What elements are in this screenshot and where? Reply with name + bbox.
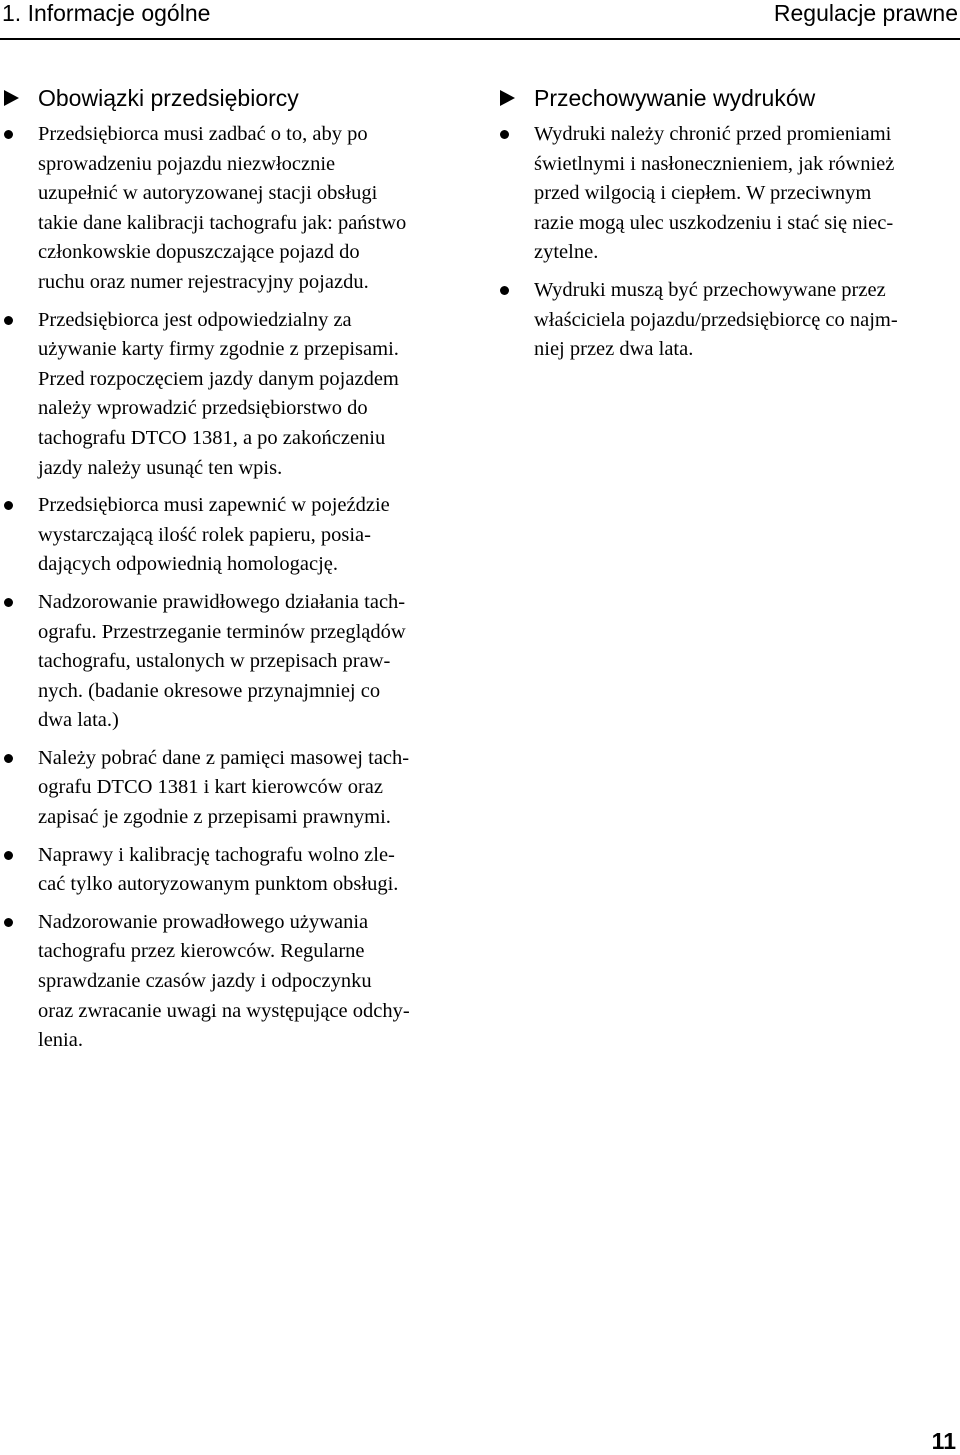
list-item xyxy=(4,841,474,900)
text-line: tachografu DTCO 1381, a po zakończeniu xyxy=(38,426,386,449)
chapter-title: 1. Informacje ogólne xyxy=(2,0,211,26)
bullet-icon xyxy=(4,851,13,860)
text-line: Nadzorowanie prawidłowego działania tach- xyxy=(38,590,406,613)
obligations-list xyxy=(4,120,474,1056)
text-line: lenia. xyxy=(38,1029,83,1052)
text-line: Przedsiębiorca musi zadbać o to, aby po xyxy=(38,123,368,145)
text-line: ruchu oraz numer rejestracyjny pojazdu. xyxy=(38,270,369,293)
text-line: Wydruki należy chronić przed promieniami xyxy=(534,123,892,145)
text-line: wystarczającą ilość rolek papieru, posia- xyxy=(38,523,371,546)
text-line: jazdy należy usunąć ten wpis. xyxy=(38,456,283,479)
text-line: Naprawy i kalibrację tachografu wolno zle- xyxy=(38,843,395,866)
text-line: członkowskie dopuszczające pojazd do xyxy=(38,241,360,264)
list-item xyxy=(4,744,474,833)
bullet-icon xyxy=(4,754,13,763)
bullet-icon xyxy=(4,316,13,325)
list-item xyxy=(500,120,958,268)
section-heading-text: Przechowywanie wydruków xyxy=(534,85,816,111)
bullet-icon xyxy=(500,286,509,295)
bullet-icon xyxy=(4,598,13,607)
text-line: świetlnymi i nasłonecznieniem, jak również xyxy=(534,152,895,175)
text-line: razie mogą ulec uszkodzeniu i stać się niec- xyxy=(534,211,894,234)
section-heading-printouts xyxy=(500,84,958,112)
text-line: Przedsiębiorca musi zapewnić w pojeździe xyxy=(38,494,390,517)
text-line: cać tylko autoryzowanym punktom obsługi. xyxy=(38,873,399,896)
text-line: Przed rozpoczęciem jazdy danym pojazdem xyxy=(38,367,399,390)
text-line: Nadzorowanie prowadłowego używania xyxy=(38,910,369,933)
section-heading-text: Obowiązki przedsiębiorcy xyxy=(38,85,299,111)
text-line: zytelne. xyxy=(534,241,599,264)
text-line: dających odpowiednią homologację. xyxy=(38,553,338,576)
page-number: 11 xyxy=(931,1428,956,1454)
text-line: dwa lata.) xyxy=(38,709,119,732)
list-item xyxy=(4,588,474,736)
text-line: niej przez dwa lata. xyxy=(534,338,694,361)
text-line: sprowadzeniu pojazdu niezwłocznie xyxy=(38,152,336,175)
list-item xyxy=(4,120,474,298)
list-item xyxy=(500,276,958,365)
right-column xyxy=(500,84,958,373)
bullet-icon xyxy=(4,130,13,139)
printouts-list xyxy=(500,120,958,365)
list-item xyxy=(4,491,474,580)
list-item xyxy=(4,306,474,484)
text-line: ografu DTCO 1381 i kart kierowców oraz xyxy=(38,776,383,799)
text-line: sprawdzanie czasów jazdy i odpoczynku xyxy=(38,970,372,993)
text-line: Wydruki muszą być przechowywane przez xyxy=(534,278,886,301)
triangle-marker-icon xyxy=(500,90,515,106)
text-line: nych. (badanie okresowe przynajmniej co xyxy=(38,679,381,702)
text-line: właściciela pojazdu/przedsiębiorcę co najm- xyxy=(534,308,898,331)
bullet-icon xyxy=(4,501,13,510)
text-line: używanie karty firmy zgodnie z przepisami. xyxy=(38,338,399,361)
bullet-icon xyxy=(4,918,13,927)
bullet-icon xyxy=(500,130,509,139)
section-heading-obligations xyxy=(4,84,474,112)
text-line: uzupełnić w autoryzowanej stacji obsługi xyxy=(38,182,378,205)
text-line: takie dane kalibracji tachografu jak: państwo xyxy=(38,211,407,234)
text-line: przed wilgocią i ciepłem. W przeciwnym xyxy=(534,182,872,205)
text-line: tachografu, ustalonych w przepisach praw- xyxy=(38,650,391,673)
section-title: Regulacje prawne xyxy=(773,0,958,26)
text-line: należy wprowadzić przedsiębiorstwo do xyxy=(38,397,368,420)
text-line: oraz zwracanie uwagi na występujące odchy- xyxy=(38,999,410,1022)
text-line: Należy pobrać dane z pamięci masowej tach- xyxy=(38,746,410,769)
list-item xyxy=(4,908,474,1056)
triangle-marker-icon xyxy=(4,90,19,106)
left-column xyxy=(4,84,474,1064)
text-line: ografu. Przestrzeganie terminów przeglądów xyxy=(38,620,406,643)
text-line: zapisać je zgodnie z przepisami prawnymi. xyxy=(38,806,391,829)
text-line: tachografu przez kierowców. Regularne xyxy=(38,940,365,963)
text-line: Przedsiębiorca jest odpowiedzialny za xyxy=(38,308,352,331)
page-header xyxy=(0,0,960,40)
